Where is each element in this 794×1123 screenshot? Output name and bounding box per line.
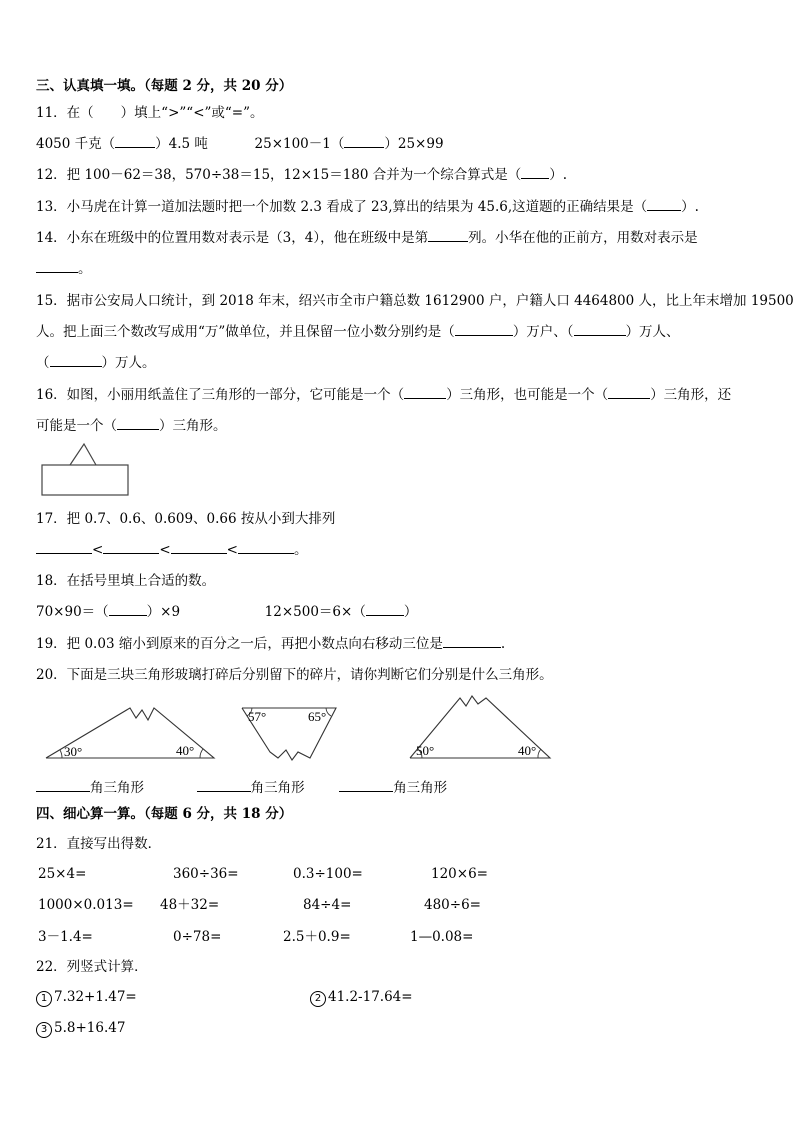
answer-blank[interactable]: [428, 229, 468, 242]
triangle-tip: [70, 444, 96, 465]
calc-item: 2.5＋0.9=: [283, 929, 351, 945]
answer-blank[interactable]: [103, 541, 159, 554]
calc-item: 3－1.4=: [38, 929, 93, 945]
glass-fragment-1: [40, 702, 220, 762]
q16-text-c: ）三角形，还: [650, 387, 732, 403]
answer-blank[interactable]: [238, 541, 294, 554]
calc-item: 120×6=: [431, 866, 488, 882]
answer-blank[interactable]: [521, 166, 549, 179]
answer-blank[interactable]: [109, 603, 147, 616]
calc-item: 1—0.08=: [410, 929, 474, 945]
q15-line2-tail: ）万人、: [625, 324, 680, 340]
glass-fragment-3: [404, 692, 556, 762]
answer-blank[interactable]: [647, 198, 681, 211]
q15-line2-text: 人。把上面三个数改写成用“万”做单位，并且保留一位小数分别约是（: [36, 324, 455, 340]
circled-number: 2: [310, 991, 326, 1007]
angle-label: 30°: [64, 744, 83, 759]
angle-label: 40°: [176, 743, 195, 758]
answer-blank[interactable]: [455, 323, 513, 336]
covered-triangle-figure: [38, 440, 134, 498]
question-16-line2: [36, 417, 227, 435]
q15-line3-tail: ）万人。: [101, 355, 156, 371]
question-17: 17．把 0.7、0.6、0.609、0.66 按从小到大排列: [36, 511, 336, 527]
calc-item: 84÷4=: [303, 897, 352, 913]
question-17-answer: [36, 541, 307, 559]
question-15-line2: [36, 323, 680, 341]
angle-label: 50°: [416, 743, 435, 758]
q16-text-d: 可能是一个（: [36, 418, 117, 434]
question-13: [36, 198, 699, 216]
q13-text: 13．小马虎在计算一道加法题时把一个加数 2.3 看成了 23,算出的结果为 45.6,这道题的正确结果是（: [36, 199, 648, 215]
section-4-title: 四、细心算一算。（每题 6 分，共 18 分）: [36, 806, 293, 822]
angle-label: 57°: [248, 709, 267, 724]
circled-number: 3: [36, 1022, 52, 1038]
paper-cover: [42, 465, 128, 495]
circled-number: 1: [36, 991, 52, 1007]
answer-blank[interactable]: [339, 779, 393, 792]
q11-a-right: ）4.5 吨: [155, 136, 208, 152]
vertical-calc-expr: 41.2-17.64=: [328, 989, 413, 1005]
q19-tail: .: [500, 636, 506, 652]
q18-a-right: ）×9: [146, 604, 181, 620]
q18-a-left: 70×90＝（: [36, 604, 109, 620]
answer-blank[interactable]: [197, 779, 251, 792]
question-16-line1: [36, 386, 731, 404]
vertical-calc-item-1: [36, 988, 137, 1007]
q18-b-left: 12×500＝6×（: [264, 604, 366, 620]
question-19: [36, 635, 505, 653]
less-than-sign: <: [159, 542, 171, 558]
answer-blank[interactable]: [344, 135, 384, 148]
question-15-line3: [36, 354, 156, 372]
answer-suffix: 角三角形: [250, 780, 305, 796]
vertical-calc-item-3: [36, 1019, 125, 1038]
q11-a-left: 4050 千克（: [36, 136, 116, 152]
vertical-calc-item-2: [310, 988, 413, 1007]
q18-b-right: ）: [403, 604, 418, 620]
section-3-title: 三、认真填一填。（每题 2 分，共 20 分）: [36, 78, 293, 94]
question-20: 20．下面是三块三角形玻璃打碎后分别留下的碎片，请你判断它们分别是什么三角形。: [36, 667, 553, 683]
q15-line3-head: （: [36, 355, 50, 371]
question-20-answers: [36, 779, 447, 797]
answer-blank[interactable]: [574, 323, 626, 336]
q14-tail: 。: [78, 261, 92, 277]
angle-label: 65°: [308, 709, 327, 724]
question-14-cont: [36, 260, 92, 278]
calc-item: 0.3÷100=: [293, 866, 363, 882]
answer-blank[interactable]: [366, 603, 404, 616]
question-18-items: [36, 603, 417, 621]
question-11: 11．在（ ）填上“>”“<”或“=”。: [36, 105, 264, 121]
answer-blank[interactable]: [404, 386, 446, 399]
angle-label: 40°: [518, 743, 537, 758]
calc-item: 25×4=: [38, 866, 87, 882]
calc-item: 1000×0.013=: [38, 897, 134, 913]
question-11-items: [36, 135, 444, 153]
q15-line2-mid: ）万户、（: [512, 324, 574, 340]
q16-text-b: ）三角形，也可能是一个（: [446, 387, 609, 403]
answer-blank[interactable]: [117, 417, 159, 430]
question-18: 18．在括号里填上合适的数。: [36, 573, 216, 589]
answer-blank[interactable]: [36, 779, 90, 792]
answer-blank[interactable]: [443, 635, 501, 648]
q13-tail: ）.: [681, 199, 699, 215]
q14-mid: 列。小华在他的正前方，用数对表示是: [468, 230, 698, 246]
answer-blank[interactable]: [36, 541, 92, 554]
question-15-line1: 15．据市公安局人口统计，到 2018 年末，绍兴市全市户籍总数 1612900 户，户籍人口 4464800 人，比上年末增加 19500: [36, 293, 794, 309]
q19-text: 19．把 0.03 缩小到原来的百分之一后，再把小数点向右移动三位是: [36, 636, 443, 652]
q17-end: 。: [293, 542, 308, 558]
question-14: [36, 229, 698, 247]
vertical-calc-expr: 5.8+16.47: [54, 1020, 126, 1036]
q14-text: 14．小东在班级中的位置用数对表示是（3，4），他在班级中是第: [36, 230, 429, 246]
answer-suffix: 角三角形: [90, 780, 144, 796]
q16-text-a: 16．如图，小丽用纸盖住了三角形的一部分，它可能是一个（: [36, 387, 405, 403]
question-21: 21．直接写出得数．: [36, 836, 162, 852]
q11-b-right: ）25×99: [384, 136, 444, 152]
answer-blank[interactable]: [36, 260, 78, 273]
vertical-calc-expr: 7.32+1.47=: [54, 989, 137, 1005]
answer-blank[interactable]: [50, 354, 102, 367]
less-than-sign: <: [92, 542, 104, 558]
answer-suffix: 角三角形: [393, 780, 448, 796]
question-12: [36, 166, 567, 184]
answer-blank[interactable]: [608, 386, 650, 399]
calc-item: 360÷36=: [173, 866, 239, 882]
q16-text-e: ）三角形。: [159, 418, 227, 434]
glass-fragment-2: [238, 702, 344, 764]
question-22: 22．列竖式计算．: [36, 959, 148, 975]
calc-item: 480÷6=: [424, 897, 481, 913]
q12-text: 12．把 100－62＝38，570÷38＝15，12×15＝180 合并为一个综合算式是（: [36, 167, 522, 183]
answer-blank[interactable]: [115, 135, 155, 148]
calc-item: 48＋32=: [160, 897, 220, 913]
q12-tail: ）.: [549, 167, 568, 183]
less-than-sign: <: [226, 542, 238, 558]
calc-item: 0÷78=: [173, 929, 222, 945]
answer-blank[interactable]: [171, 541, 227, 554]
q11-b-left: 25×100－1（: [254, 136, 345, 152]
